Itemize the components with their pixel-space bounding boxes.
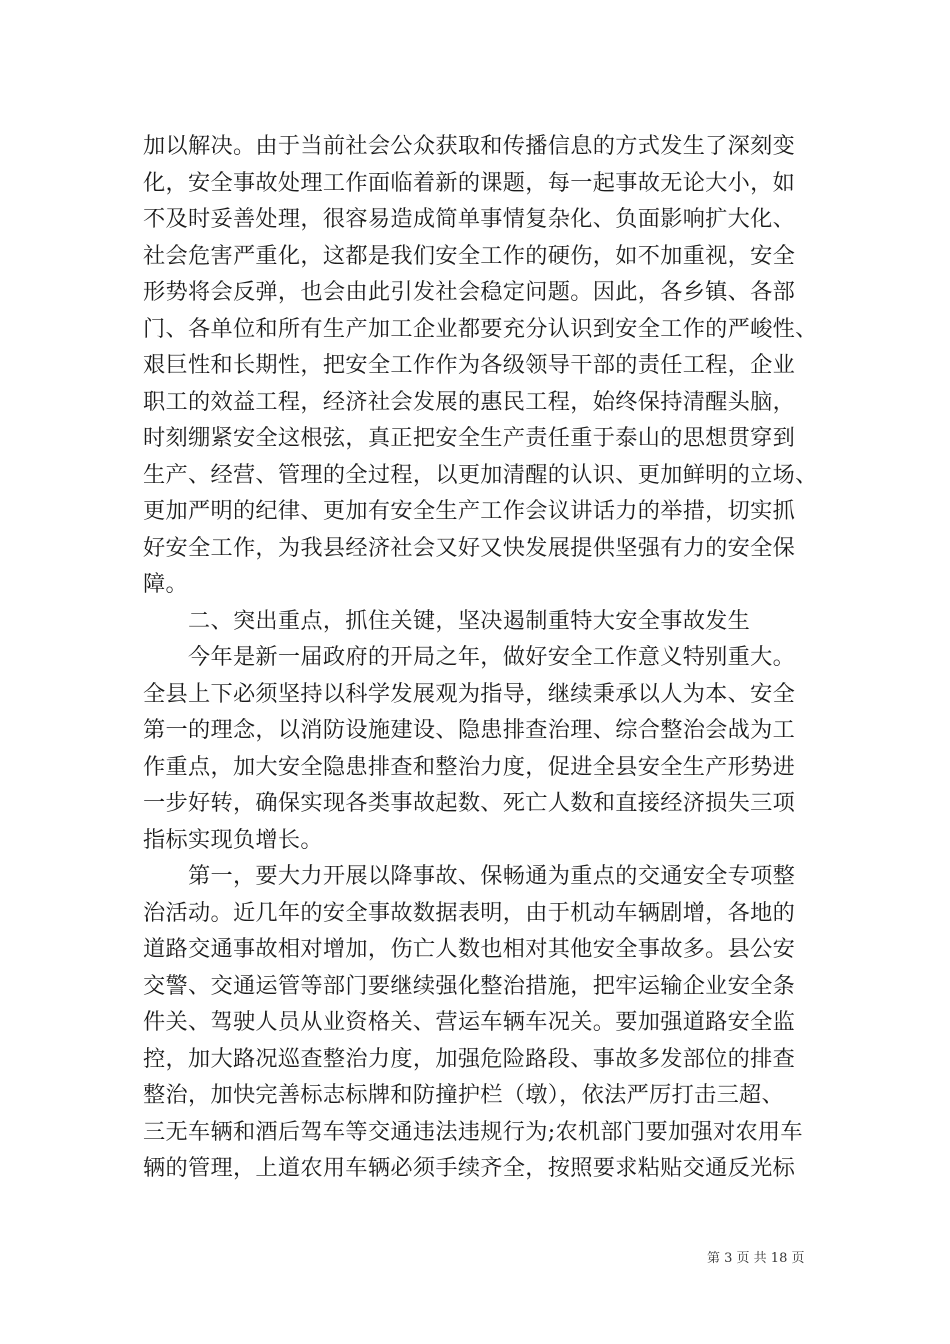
text-line: 化，安全事故处理工作面临着新的课题，每一起事故无论大小，如: [143, 169, 796, 196]
text-line: 辆的管理，上道农用车辆必须手续齐全，按照要求粘贴交通反光标: [143, 1155, 796, 1181]
text-line: 更加严明的纪律、更加有安全生产工作会议讲话力的举措，切实抓: [143, 498, 796, 524]
text-line: 职工的效益工程，经济社会发展的惠民工程，始终保持清醒头脑，: [143, 388, 796, 415]
text-line: 障。: [143, 571, 188, 597]
text-line: 加以解决。由于当前社会公众获取和传播信息的方式发生了深刻变: [143, 133, 796, 159]
text-line: 门、各单位和所有生产加工企业都要充分认识到安全工作的严峻性、: [143, 315, 818, 342]
text-line: 生产、经营、管理的全过程，以更加清醒的认识、更加鲜明的立场、: [143, 461, 818, 488]
text-line: 作重点，加大安全隐患排查和整治力度，促进全县安全生产形势进: [143, 753, 796, 780]
text-line: 好安全工作，为我县经济社会又好又快发展提供坚强有力的安全保: [143, 534, 796, 561]
text-line: 道路交通事故相对增加，伤亡人数也相对其他安全事故多。县公安: [143, 936, 796, 962]
text-line: 形势将会反弹，也会由此引发社会稳定问题。因此，各乡镇、各部: [143, 279, 796, 305]
text-line: 交警、交通运管等部门要继续强化整治措施，把牢运输企业安全条: [143, 972, 796, 999]
text-line: 件关、驾驶人员从业资格关、营运车辆车况关。要加强道路安全监: [143, 1009, 796, 1035]
body-text: [143, 128, 818, 1187]
text-line: 全县上下必须坚持以科学发展观为指导，继续秉承以人为本、安全: [143, 680, 796, 707]
text-line: 三无车辆和酒后驾车等交通违法违规行为;农机部门要加强对农用车: [143, 1118, 803, 1145]
text-line: 今年是新一届政府的开局之年，做好安全工作意义特别重大。: [143, 644, 796, 670]
text-line: 治活动。近几年的安全事故数据表明，由于机动车辆剧增，各地的: [143, 899, 796, 926]
text-line: 社会危害严重化，这都是我们安全工作的硬伤，如不加重视，安全: [143, 242, 796, 269]
section-heading: 二、突出重点，抓住关键，坚决遏制重特大安全事故发生: [143, 607, 751, 634]
text-line: 不及时妥善处理，很容易造成简单事情复杂化、负面影响扩大化、: [143, 206, 796, 232]
text-line: 艰巨性和长期性，把安全工作作为各级领导干部的责任工程，企业: [143, 352, 796, 378]
text-line: 指标实现负增长。: [143, 826, 323, 853]
text-line: 控，加大路况巡查整治力度，加强危险路段、事故多发部位的排查: [143, 1045, 796, 1072]
text-line: 第一，要大力开展以降事故、保畅通为重点的交通安全专项整: [143, 863, 796, 889]
text-line: 第一的理念，以消防设施建设、隐患排查治理、综合整治会战为工: [143, 717, 796, 743]
text-line: 时刻绷紧安全这根弦，真正把安全生产责任重于泰山的思想贯穿到: [143, 425, 796, 451]
text-line: 一步好转，确保实现各类事故起数、死亡人数和直接经济损失三项: [143, 790, 796, 816]
text-line: 整治，加快完善标志标牌和防撞护栏（墩），依法严厉打击三超、: [143, 1082, 785, 1108]
page-number-footer: 第 3 页 共 18 页: [707, 1251, 805, 1266]
